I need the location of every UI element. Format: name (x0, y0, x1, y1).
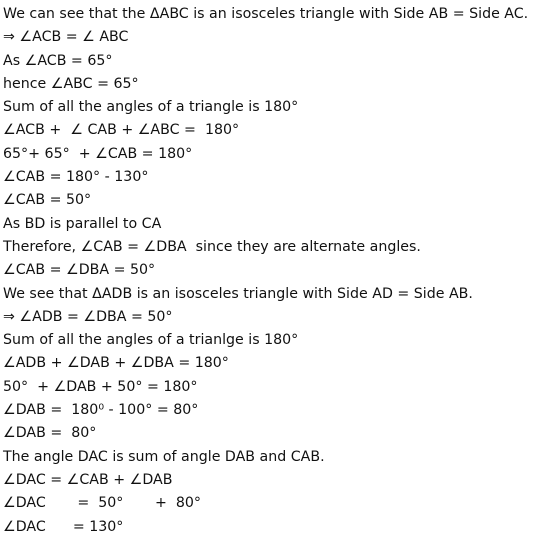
solution-line: We see that ΔADB is an isosceles triangle with Side AD = Side AB. (3, 285, 473, 302)
solution-line: ∠DAC = 50° + 80° (3, 495, 202, 512)
solution-line: 50° + ∠DAB + 50° = 180° (3, 378, 198, 395)
solution-line: As ∠ACB = 65° (3, 52, 113, 69)
solution-line: The angle DAC is sum of angle DAB and CAB. (3, 448, 325, 465)
solution-line: ∠CAB = 50° (3, 192, 92, 209)
solution-line: Therefore, ∠CAB = ∠DBA since they are alternate angles. (3, 238, 421, 255)
solution-text (3, 3, 528, 539)
solution-line: ⇒ ∠ADB = ∠DBA = 50° (3, 308, 173, 325)
solution-line: 65°+ 65° + ∠CAB = 180° (3, 145, 193, 162)
solution-line: ∠DAB = 180⁰ - 100° = 80° (3, 402, 199, 419)
solution-line: Sum of all the angles of a trianlge is 180° (3, 332, 299, 349)
solution-line: ⇒ ∠ACB = ∠ ABC (3, 29, 129, 46)
solution-line: We can see that the ΔABC is an isosceles triangle with Side AB = Side AC. (3, 6, 529, 22)
solution-line: ∠ADB + ∠DAB + ∠DBA = 180° (3, 355, 229, 372)
solution-line: ∠CAB = 180° - 130° (3, 169, 149, 186)
solution-line: As BD is parallel to CA (3, 215, 162, 232)
solution-line: hence ∠ABC = 65° (3, 75, 139, 92)
solution-line: ∠DAC = ∠CAB + ∠DAB (3, 471, 173, 488)
solution-line: ∠ACB + ∠ CAB + ∠ABC = 180° (3, 122, 240, 139)
solution-line: ∠DAC = 130° (3, 518, 124, 535)
solution-line: ∠CAB = ∠DBA = 50° (3, 262, 156, 279)
solution-line: ∠DAB = 80° (3, 425, 97, 442)
solution-line: Sum of all the angles of a triangle is 180° (3, 99, 299, 116)
